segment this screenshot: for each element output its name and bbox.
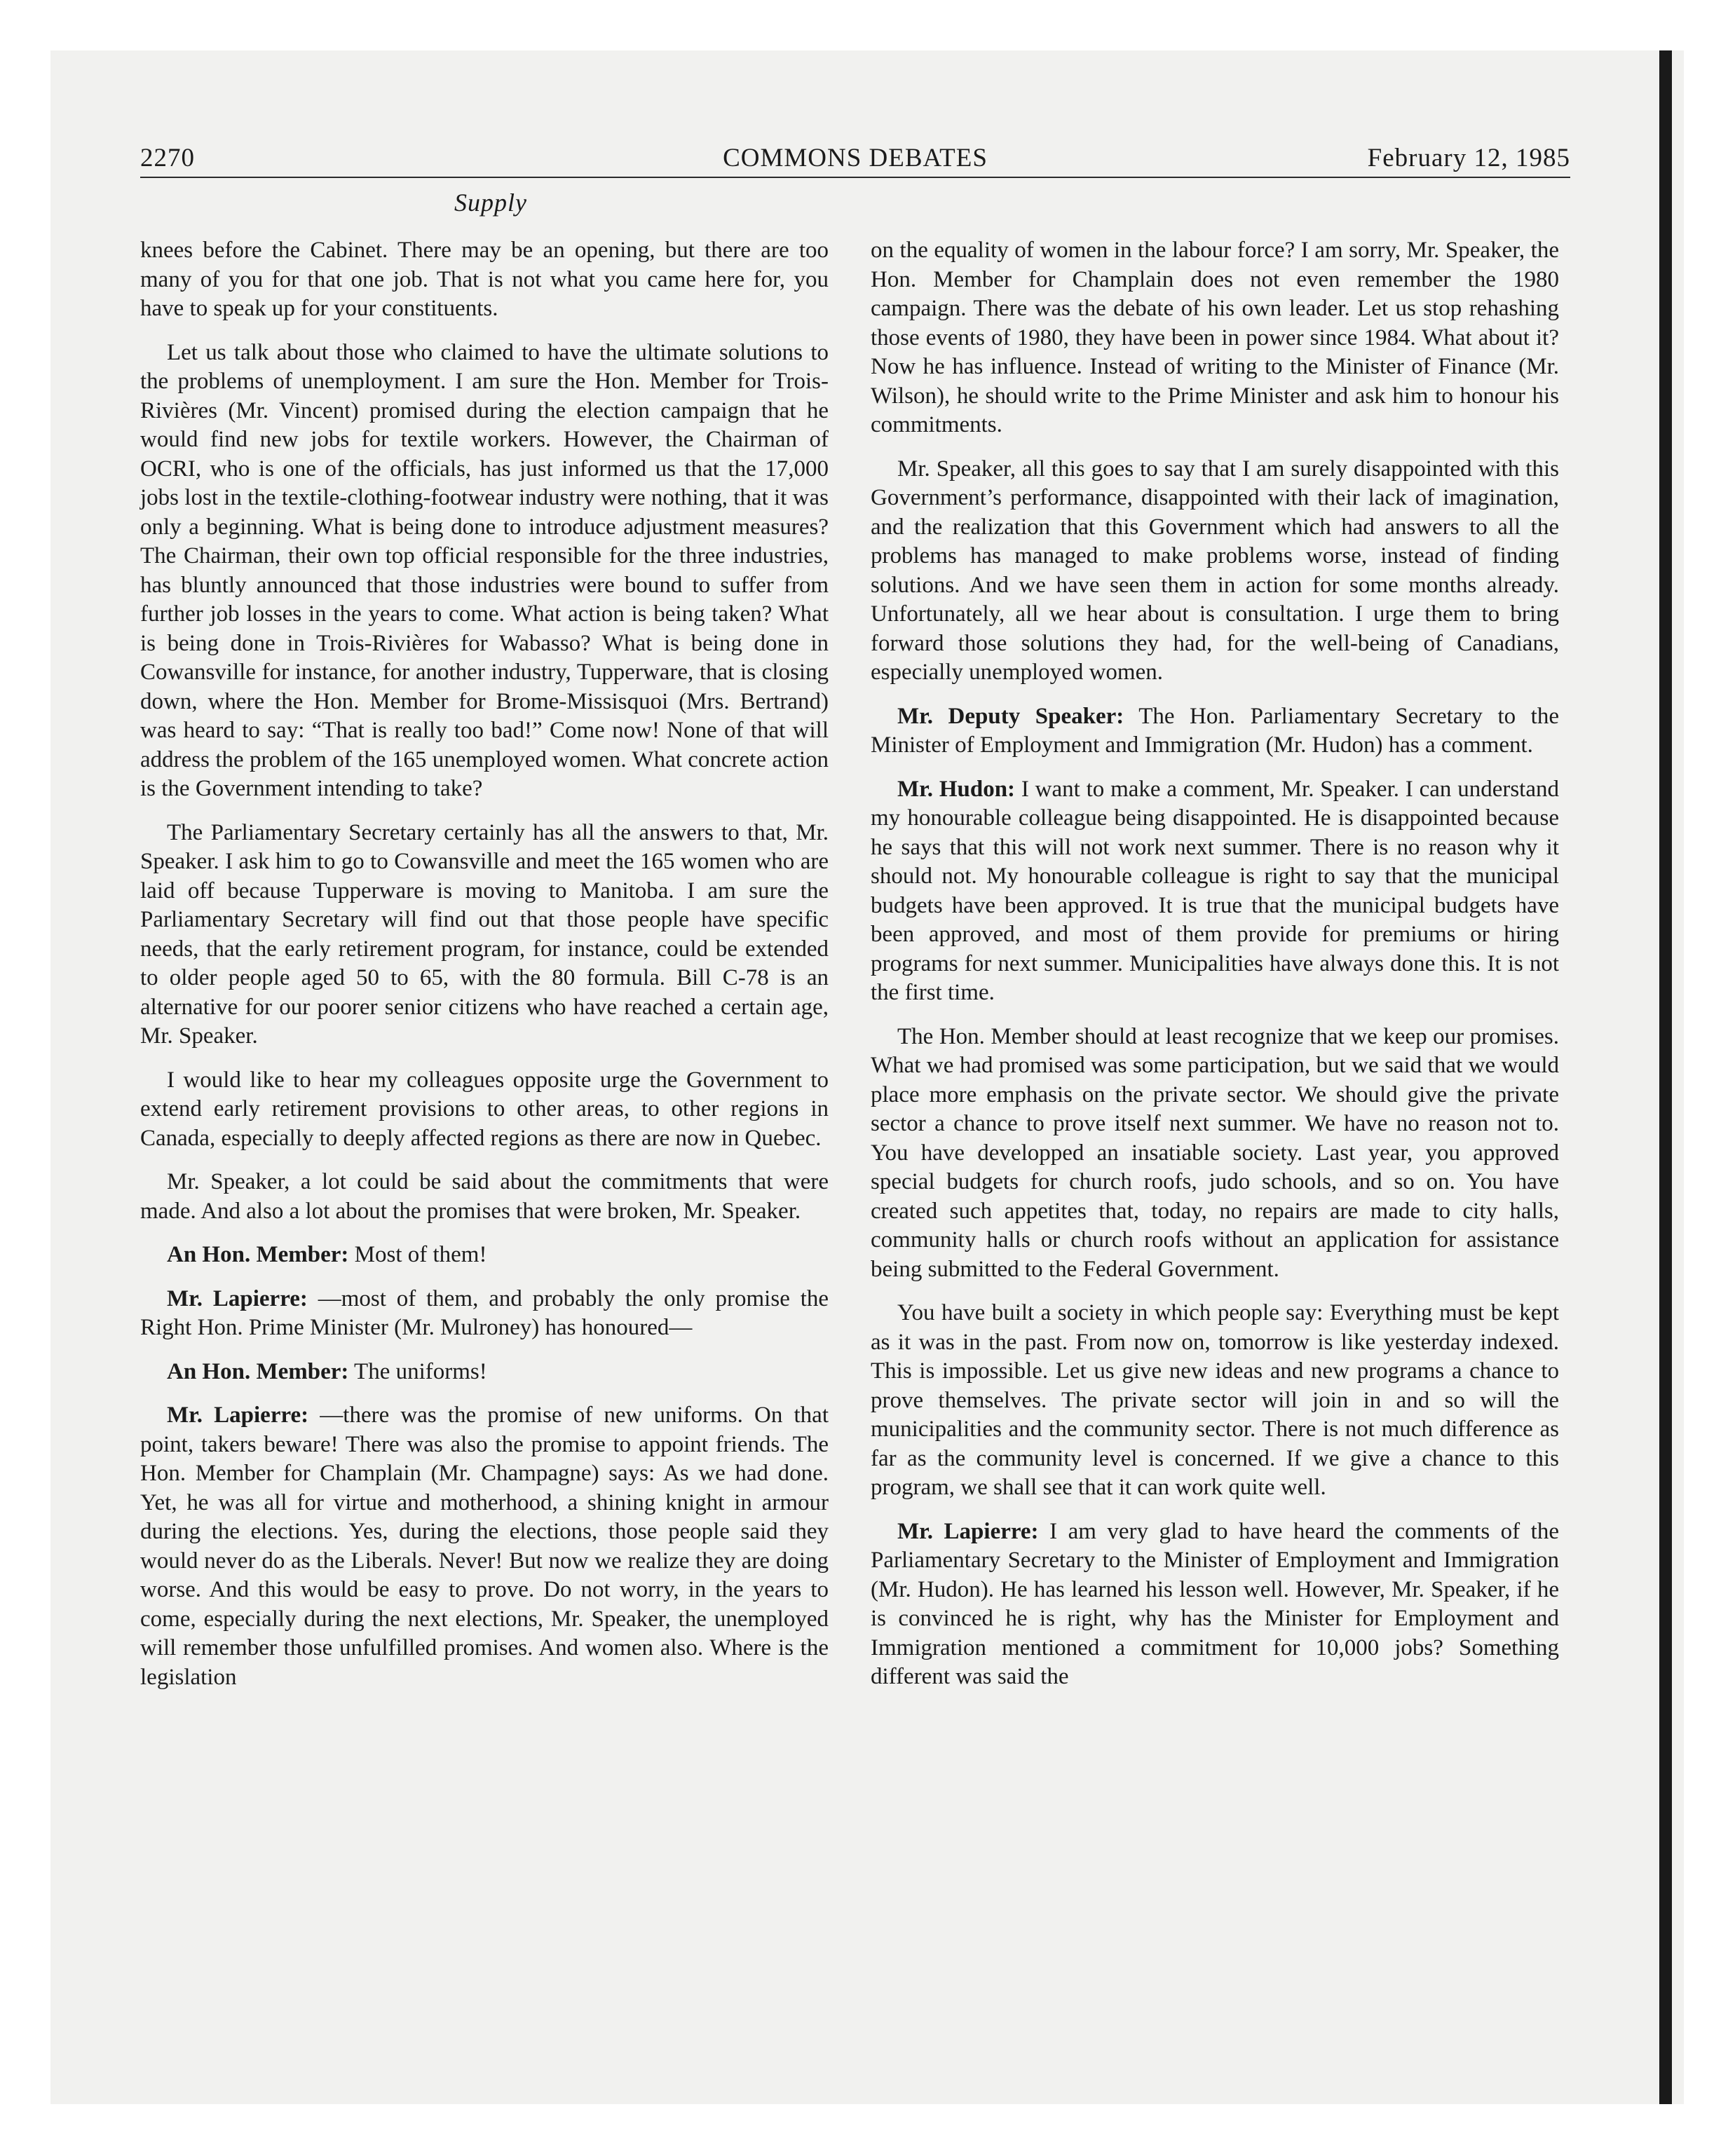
speech [871, 775, 1559, 1008]
speech [140, 1358, 829, 1387]
page-number: 2270 [140, 144, 195, 172]
speech [871, 1517, 1559, 1692]
paragraph-text: knees before the Cabinet. There may be an opening, but there are too many of you for that one job. That is not what you came here for, you have to speak up for your constituents. [140, 238, 829, 321]
speaker-name: Mr. Deputy Speaker: [897, 703, 1124, 729]
speaker-name: Mr. Lapierre: [167, 1285, 308, 1311]
speech-text: —there was the promise of new uniforms. On that point, takers beware! There was also the promise to appoint friends. The Hon. Member for Champlain (Mr. Champagne) says: As we had done. Yet, he was all for virtue and motherhood, a shining knight in armour during the elections. Yes, during the elections, those people said they would never do as the Liberals. Never! But now we realize they are doing worse. And this would be easy to prove. Do not worry, in the years to come, especially during the next elections, Mr. Speaker, the unemployed will remember those unfulfilled promises. And women also. Where is the legislation [140, 1403, 829, 1690]
speech [140, 1241, 829, 1270]
speaker-name: Mr. Hudon: [897, 776, 1016, 802]
paragraph [871, 236, 1559, 440]
paragraph-text: I would like to hear my colleagues opposite urge the Government to extend early retirement provisions to other areas, to other regions in Canada, especially to deeply affected regions as there are now in Quebec. [140, 1067, 829, 1151]
publication-title: COMMONS DEBATES [723, 144, 988, 172]
speech-text: I want to make a comment, Mr. Speaker. I can understand my honourable colleague being disappointed. He is disappointed because he says that this will not work next summer. There is no reason why it should not. My honourable colleague is right to say that the municipal budgets have been approved. It is true that the municipal budgets have been approved, and most of them provide for premiums or hiring programs for next summer. Municipalities have always done this. It is not the first time. [871, 776, 1559, 1005]
paragraph-text: Mr. Speaker, a lot could be said about the commitments that were made. And also a lot about the promises that were broken, Mr. Speaker. [140, 1169, 829, 1224]
paragraph [871, 1299, 1559, 1503]
speech-text: Most of them! [348, 1242, 487, 1267]
paragraph [140, 339, 829, 804]
paragraph-text: Mr. Speaker, all this goes to say that I am surely disappointed with this Government’s performance, disappointed with their lack of imagination, and the realization that this Government which had answers to all the problems has managed to make problems worse, instead of finding solutions. And we have seen them in action for some months already. Unfortunately, all we hear about is consultation. I urge them to bring forward those solutions they had, for the well-being of Canadians, especially unemployed women. [871, 456, 1559, 685]
section-title: Supply [454, 189, 527, 217]
paragraph-text: Let us talk about those who claimed to have the ultimate solutions to the problems of unemployment. I am sure the Hon. Member for Trois-Rivières (Mr. Vincent) promised during the election campaign that he would find new jobs for textile workers. However, the Chairman of OCRI, who is one of the officials, has just informed us that the 17,000 jobs lost in the textile-clothing-footwear industry were nothing, that it was only a beginning. What is being done to introduce adjustment measures? The Chairman, their own top official responsible for the three industries, has bluntly announced that those industries were bound to suffer from further job losses in the years to come. What action is being taken? What is being done in Trois-Rivières for Wabasso? What is being done in Cowansville for instance, for another industry, Tupperware, that is closing down, where the Hon. Member for Brome-Missisquoi (Mrs. Bertrand) was heard to say: “That is really too bad!” Come now! None of that will address the problem of the 165 unemployed women. What concrete action is the Government intending to take? [140, 339, 829, 801]
speech-text: I am very glad to have heard the comments of the Parliamentary Secretary to the Minister of Employment and Immigration (Mr. Hudon). He has learned his lesson well. However, Mr. Speaker, if he is convinced he is right, why has the Minister for Employment and Immigration mentioned a commitment for 10,000 jobs? Something different was said the [871, 1518, 1559, 1689]
right-column [871, 236, 1559, 1707]
paragraph-text: The Hon. Member should at least recognize that we keep our promises. What we had promised was some participation, but we said that we would place more emphasis on the private sector. We should give the private sector a chance to prove itself next summer. We have no reason not to. You have developped an insatiable society. Last year, you approved special budgets for church roofs, judo schools, and so on. You have created such appetites that, today, no repairs are made to city halls, community halls or church roofs without an application for assistance being submitted to the Federal Government. [871, 1023, 1559, 1282]
left-column [140, 236, 829, 1707]
running-header [140, 140, 1570, 178]
speech-text: The Hon. Parliamentary Secretary to the Minister of Employment and Immigration (Mr. Hudon) has a comment. [871, 703, 1559, 758]
speaker-name: An Hon. Member: [167, 1242, 349, 1267]
paragraph-text: You have built a society in which people say: Everything must be kept as it was in the past. From now on, tomorrow is like yesterday indexed. This is impossible. Let us give new ideas and new programs a chance to prove themselves. The private sector will join in and so will the municipalities and the community sector. There is not much difference as far as the community level is concerned. If we give a chance to this program, we shall see that it can work quite well. [871, 1300, 1559, 1500]
page-edge-bar [1659, 50, 1672, 2104]
paragraph [140, 1168, 829, 1226]
paragraph-text: on the equality of women in the labour force? I am sorry, Mr. Speaker, the Hon. Member for Champlain does not even remember the 1980 campaign. There was the debate of his own leader. Let us stop rehashing those events of 1980, they have been in power since 1984. What about it? Now he has influence. Instead of writing to the Minister of Finance (Mr. Wilson), he should write to the Prime Minister and ask him to honour his commitments. [871, 238, 1559, 437]
speech-text: —most of them, and probably the only promise the Right Hon. Prime Minister (Mr. Mulroney) has honoured— [140, 1285, 829, 1340]
paragraph [140, 819, 829, 1051]
paragraph [871, 455, 1559, 688]
speech [140, 1285, 829, 1343]
speaker-name: Mr. Lapierre: [167, 1403, 309, 1428]
speech [140, 1401, 829, 1692]
paragraph [140, 236, 829, 324]
speaker-name: An Hon. Member: [167, 1358, 349, 1384]
speech-text: The uniforms! [348, 1358, 487, 1384]
speech [871, 702, 1559, 760]
paragraph-text: The Parliamentary Secretary certainly has all the answers to that, Mr. Speaker. I ask him to go to Cowansville and meet the 165 women who are laid off because Tupperware is moving to Manitoba. I am sure the Parliamentary Secretary will find out that those people have specific needs, that the early retirement program, for instance, could be extended to older people aged 50 to 65, with the 80 formula. Bill C-78 is an alternative for our poorer senior citizens who have reached a certain age, Mr. Speaker. [140, 819, 829, 1049]
speaker-name: Mr. Lapierre: [897, 1518, 1039, 1544]
paragraph [871, 1023, 1559, 1285]
issue-date: February 12, 1985 [1367, 144, 1570, 172]
paragraph [140, 1066, 829, 1154]
